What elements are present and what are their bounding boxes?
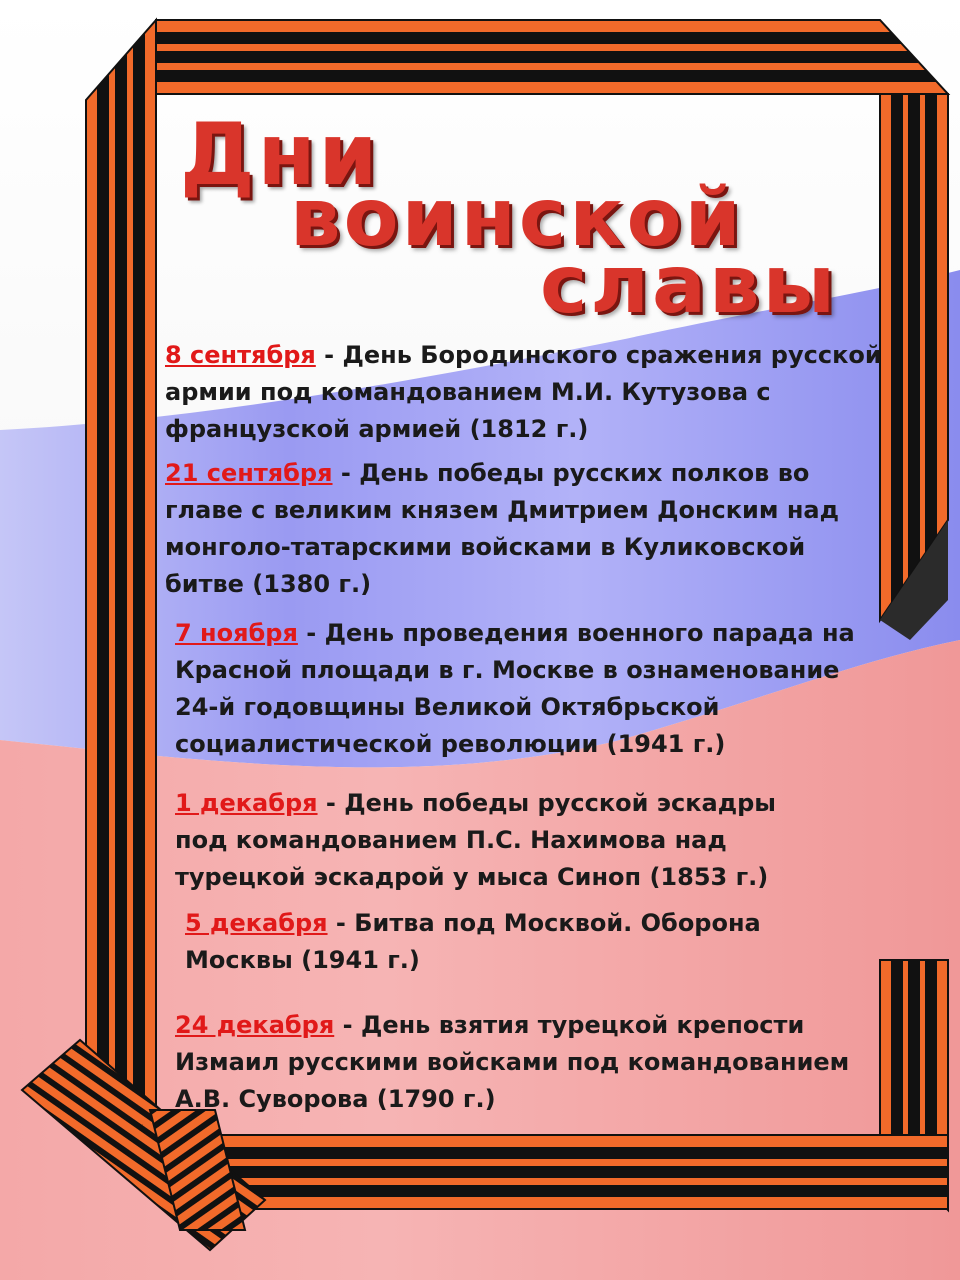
entry-7-november: 7 ноября - День проведения военного парада на Красной площади в г. Москве в ознаменование 24-й годовщины Великой Октябрьской социалистической революции (1941 г.) <box>175 619 855 758</box>
entry-text: День проведения военного парада на Красной площади в г. Москве в ознаменование 24-й годовщины Великой Октябрьской социалистической революции (1941 г.) <box>175 619 855 758</box>
ribbon-left <box>86 20 156 1140</box>
entry-1-december: 1 декабря - День победы русской эскадры под командованием П.С. Нахимова над турецкой эскадрой у мыса Синоп (1853 г.) <box>175 789 776 891</box>
entry-text: Битва под Москвой. Оборона Москвы (1941 г.) <box>185 909 761 974</box>
entry-date: 21 сентября <box>165 459 333 487</box>
entry-24-december: 24 декабря - День взятия турецкой крепости Измаил русскими войсками под командованием А.В. Суворова (1790 г.) <box>175 1011 850 1113</box>
entry-5-december: 5 декабря - Битва под Москвой. Оборона Москвы (1941 г.) <box>185 909 761 974</box>
entry-date: 5 декабря <box>185 909 328 937</box>
entry-date: 1 декабря <box>175 789 318 817</box>
entry-text: День победы русской эскадры под командованием П.С. Нахимова над турецкой эскадрой у мыса Синоп (1853 г.) <box>175 789 776 891</box>
ribbon-top <box>156 20 948 94</box>
entry-text: День взятия турецкой крепости Измаил русскими войсками под командованием А.В. Суворова (1790 г.) <box>175 1011 850 1113</box>
entry-date: 8 сентября <box>165 341 316 369</box>
title-line-2: воинской <box>290 171 744 264</box>
entry-21-september: 21 сентября - День победы русских полков во главе с великим князем Дмитрием Донским над монголо-татарскими войсками в Куликовской битве (1380 г.) <box>165 459 840 598</box>
title-line-3: славы <box>540 238 838 331</box>
ribbon-bottom <box>156 1135 948 1209</box>
title-line-1: Дни <box>180 105 381 205</box>
entry-date: 24 декабря <box>175 1011 335 1039</box>
entry-8-september: 8 сентября - День Бородинского сражения русской армии под командованием М.И. Кутузова с французской армией (1812 г.) <box>165 341 882 443</box>
entry-text: День Бородинского сражения русской армии под командованием М.И. Кутузова с французской армией (1812 г.) <box>165 341 882 443</box>
entry-text: День победы русских полков во главе с великим князем Дмитрием Донским над монголо-татарскими войсками в Куликовской битве (1380 г.) <box>165 459 840 598</box>
entry-date: 7 ноября <box>175 619 298 647</box>
